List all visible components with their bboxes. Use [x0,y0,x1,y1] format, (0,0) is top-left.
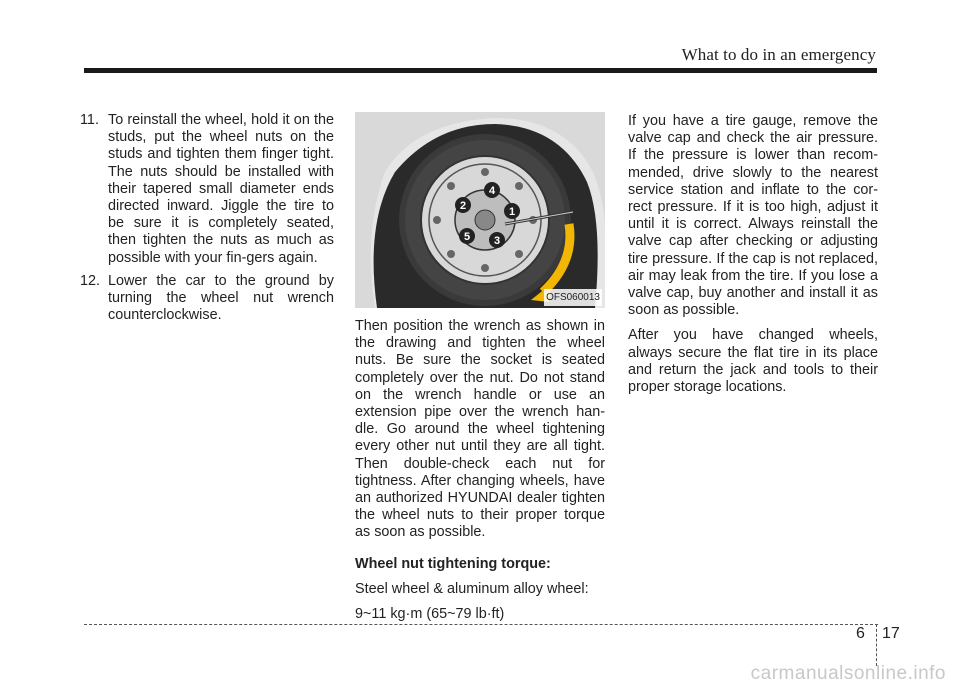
page-number: 17 [882,625,900,642]
list-text: To reinstall the wheel, hold it on the studs, put the wheel nuts on the studs and tighten them finger tight. The nuts should be installed with their tapered small diameter ends directed inward. Jiggle the tire to be sure it is completely seated, then tighten the nuts as much as possible with your fin-gers again. [108,112,334,266]
storage-paragraph: After you have changed wheels, always secure the flat tire in its place and return the jack and tools to their proper storage locations. [628,327,878,396]
page-header-title: What to do in an emergency [681,45,876,64]
wheel-drawing [355,112,605,308]
list-number: 11. [80,112,99,128]
nut-label: 5 [463,231,471,243]
footer-rule [84,624,878,625]
list-item-11 [80,112,334,267]
wheel-type: Steel wheel & aluminum alloy wheel: [355,580,589,597]
torque-value: 9~11 kg·m (65~79 lb·ft) [355,606,505,623]
header-rule [84,68,877,73]
watermark-text: carmanualsonline.info [750,663,946,684]
nut-label: 1 [508,206,516,218]
list-number: 12. [80,272,101,289]
column-middle [355,112,605,631]
nut-label: 2 [459,200,467,212]
chapter-number: 6 [856,625,865,642]
nut-label: 3 [493,235,501,247]
torque-label: Wheel nut tightening torque: [355,555,551,572]
wrench-instructions: Then position the wrench as shown in the drawing and tighten the wheel nuts. Be sure the socket is seated completely over the nut. Do not stand on the wrench handle or use an extension pipe over the wrench han-dle. Go around the wheel tightening every other nut until they are all tight. Then double-check each nut for tightness. After changing wheels, have an authorized HYUNDAI dealer tighten the wheel nuts to their proper torque as soon as possible. [355,318,605,541]
figure-code: OFS060013 [544,289,602,306]
list-item-12 [80,273,334,325]
list-text: Lower the car to the ground by turning the wheel nut wrench counterclockwise. [108,272,334,324]
column-left [80,112,334,330]
nut-label: 4 [488,185,496,197]
tire-gauge-paragraph: If you have a tire gauge, remove the valve cap and check the air pressure. If the pressure is lower than recom-mended, drive slowly to the nearest service station and inflate to the cor-rect pressure. If it is too high, adjust it until it is correct. Always reinstall the valve cap after checking or adjusting tire pressure. If the cap is not replaced, air may leak from the tire. If you lose a valve cap, buy another and install it as soon as possible. [628,113,878,319]
column-right [628,113,878,404]
page-divider [876,624,877,666]
wheel-illustration [355,112,605,308]
